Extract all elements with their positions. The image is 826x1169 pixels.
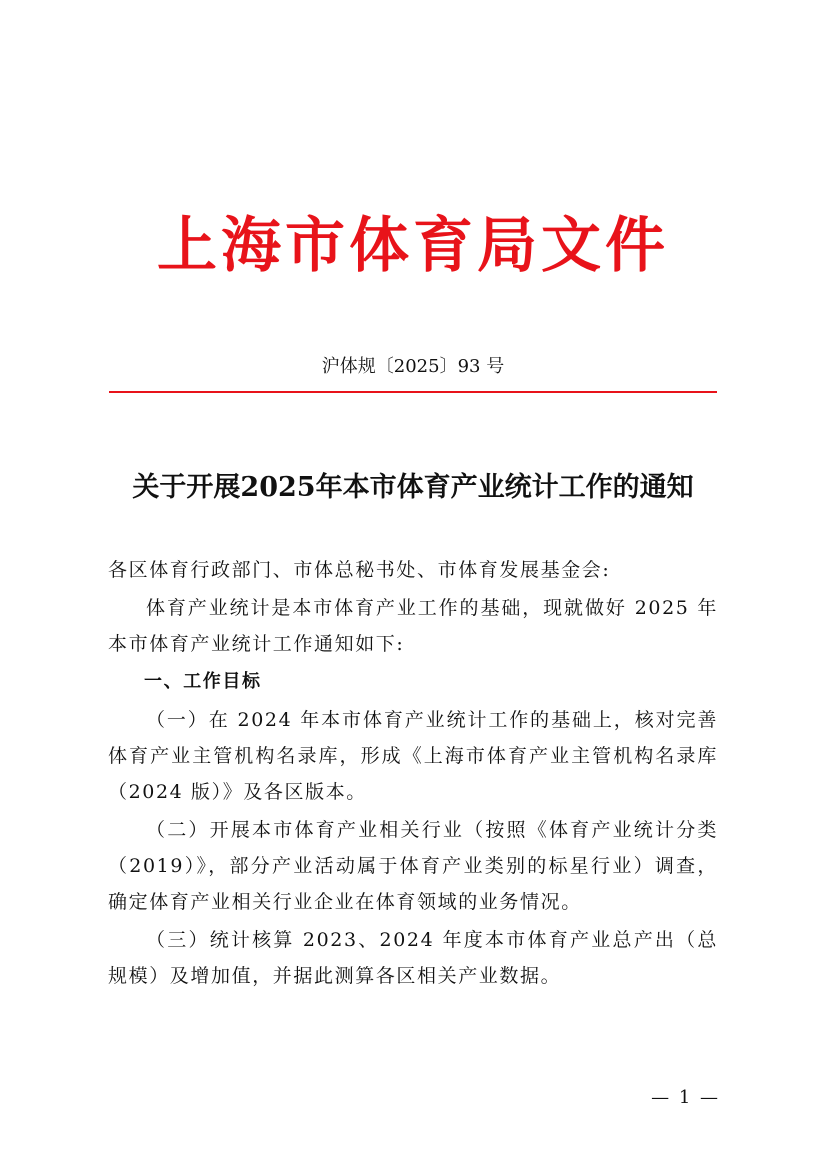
document-body (108, 552, 718, 996)
document-number: 沪体规〔2025〕93 号 (321, 356, 505, 377)
notice-title: 关于开展2025年本市体育产业统计工作的通知 (132, 472, 694, 503)
agency-header-title: 上海市体育局文件 (157, 211, 669, 281)
goal-item-3: （三）统计核算 2023、2024 年度本市体育产业总产出（总规模）及增加值，并据此测算各区相关产业数据。 (108, 929, 718, 987)
page-number: — 1 — (651, 1087, 720, 1108)
section-heading-work-goals: 一、工作目标 (144, 671, 262, 692)
intro-paragraph: 体育产业统计是本市体育产业工作的基础，现就做好 2025 年本市体育产业统计工作通知如下: (108, 597, 718, 655)
goal-item-2: （二）开展本市体育产业相关行业（按照《体育产业统计分类（2019）》，部分产业活动属于体育产业类别的标星行业）调查，确定体育产业相关行业企业在体育领域的业务情况。 (108, 819, 718, 913)
salutation: 各区体育行政部门、市体总秘书处、市体育发展基金会: (108, 559, 611, 581)
red-divider-line (109, 391, 717, 393)
goal-item-1: （一）在 2024 年本市体育产业统计工作的基础上，核对完善体育产业主管机构名录库，形成《上海市体育产业主管机构名录库（2024 版）》及各区版本。 (108, 709, 718, 803)
